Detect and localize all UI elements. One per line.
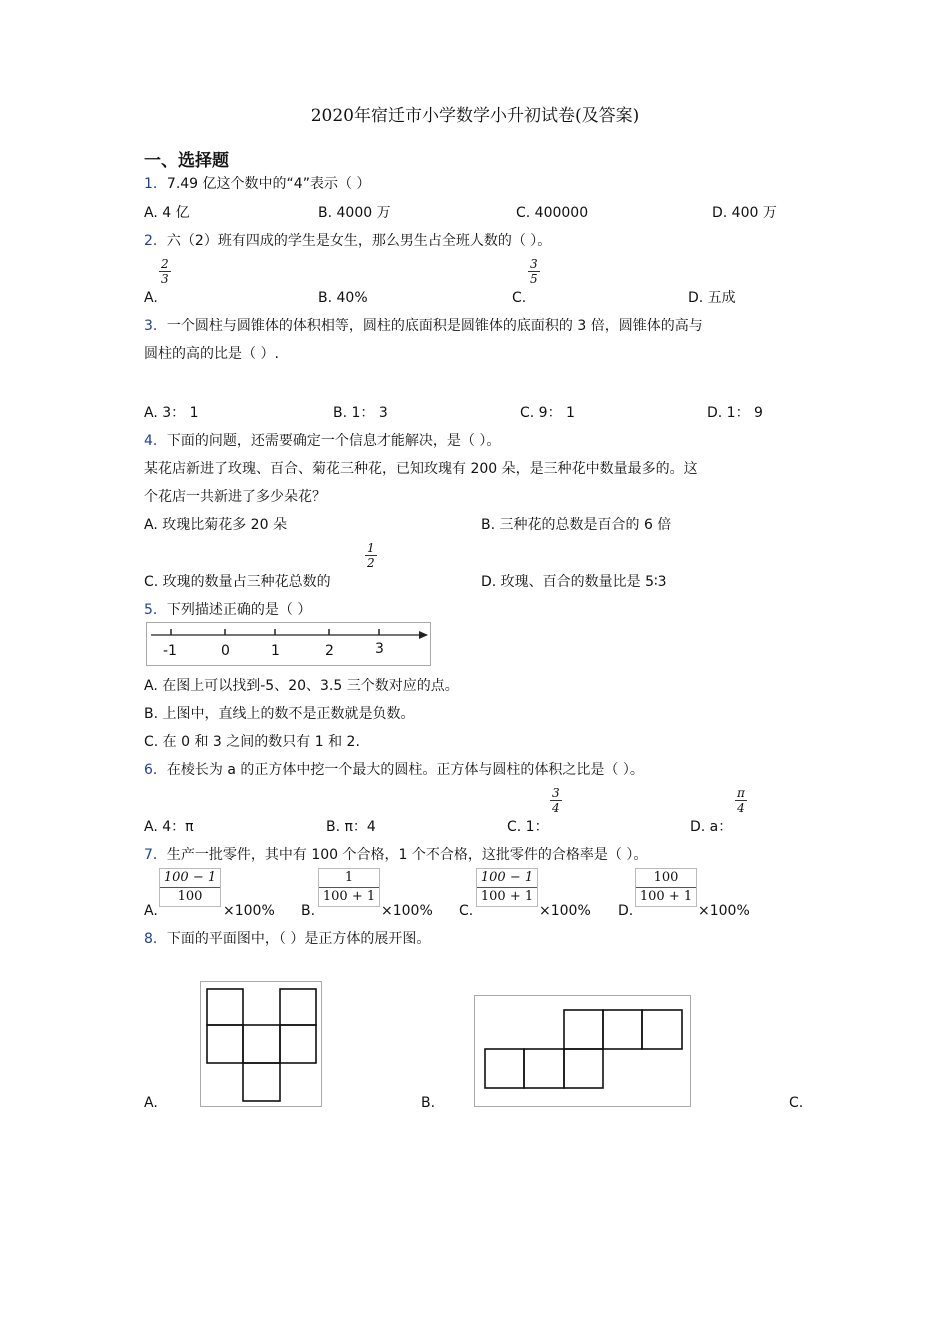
q7-option-d-fraction: 100 100 + 1 — [635, 868, 697, 907]
q1-option-c[interactable]: C. 400000 — [516, 205, 589, 221]
q8-option-b[interactable]: B. — [421, 1095, 436, 1111]
q2-option-a[interactable]: A. — [144, 290, 158, 306]
question-3 — [144, 316, 703, 336]
q2-option-c[interactable]: C. — [512, 290, 527, 306]
q7-option-a[interactable]: A. — [144, 903, 158, 919]
question-5 — [144, 600, 311, 620]
axis-label: 1 — [271, 643, 280, 659]
q3-option-b[interactable]: B. 1： 3 — [333, 405, 388, 421]
q8-option-a[interactable]: A. — [144, 1095, 158, 1111]
question-text: 生产一批零件，其中有 100 个合格，1 个不合格，这批零件的合格率是（ ）。 — [166, 847, 648, 863]
axis-label: 2 — [325, 643, 334, 659]
question-2 — [144, 231, 551, 251]
q6-option-a[interactable]: A. 4：π — [144, 819, 194, 835]
question-text: 下面的平面图中，（ ）是正方体的展开图。 — [166, 931, 431, 947]
number-line-figure — [146, 622, 431, 666]
question-number: 4． — [144, 433, 167, 449]
number-line — [147, 623, 430, 665]
question-text: 下面的问题，还需要确定一个信息才能解决，是（ ）。 — [166, 433, 501, 449]
page-title: 2020年宿迁市小学数学小升初试卷(及答案) — [310, 106, 640, 126]
question-number: 8． — [144, 931, 167, 947]
q4-option-c-fraction: 1 2 — [367, 541, 375, 570]
axis-label: 3 — [375, 641, 384, 657]
cube-net-a — [201, 982, 321, 1106]
question-number: 5． — [144, 602, 167, 618]
q8-option-c[interactable]: C. — [789, 1095, 804, 1111]
q4-option-a[interactable]: A. 玫瑰比菊花多 20 朵 — [144, 517, 287, 533]
q1-option-b[interactable]: B. 4000 万 — [318, 205, 391, 221]
q7-option-c[interactable]: C. — [459, 903, 474, 919]
cube-net-figure-b — [474, 995, 691, 1107]
q4-option-b[interactable]: B. 三种花的总数是百合的 6 倍 — [481, 517, 672, 533]
q7-option-b-suffix: ×100% — [381, 903, 433, 919]
q3-option-d[interactable]: D. 1： 9 — [707, 405, 763, 421]
q6-option-d[interactable]: D. a： — [690, 819, 733, 835]
q7-option-a-fraction: 100 − 1 100 — [159, 868, 221, 907]
question-6 — [144, 760, 644, 780]
axis-label: 0 — [221, 643, 230, 659]
q1-option-a[interactable]: A. 4 亿 — [144, 205, 190, 221]
q5-option-b[interactable]: B. 上图中，直线上的数不是正数就是负数。 — [144, 706, 415, 722]
question-4-passage-line-1: 某花店新进了玫瑰、百合、菊花三种花，已知玫瑰有 200 朵，是三种花中数量最多的。这 — [144, 461, 698, 477]
q6-option-b[interactable]: B. π：4 — [326, 819, 376, 835]
question-number: 2． — [144, 233, 167, 249]
cube-net-b — [475, 996, 690, 1106]
question-number: 3． — [144, 318, 167, 334]
question-4-passage-line-2: 个花店一共新进了多少朵花？ — [144, 489, 326, 505]
question-number: 7． — [144, 847, 167, 863]
q4-option-c[interactable]: C. 玫瑰的数量占三种花总数的 — [144, 574, 331, 590]
q7-option-c-fraction: 100 − 1 100 + 1 — [476, 868, 538, 907]
q2-option-a-fraction: 2 3 — [161, 257, 169, 286]
question-8 — [144, 929, 430, 949]
question-text: 7.49 亿这个数中的“4”表示（ ） — [166, 176, 371, 192]
question-text: 在棱长为 a 的正方体中挖一个最大的圆柱。正方体与圆柱的体积之比是（ ）。 — [166, 762, 644, 778]
q4-option-d[interactable]: D. 玫瑰、百合的数量比是 5∶3 — [481, 574, 667, 590]
q2-option-c-fraction: 3 5 — [530, 257, 538, 286]
question-4 — [144, 431, 500, 451]
q6-option-d-fraction: π 4 — [737, 786, 745, 815]
q5-option-a[interactable]: A. 在图上可以找到-5、20、3.5 三个数对应的点。 — [144, 678, 459, 694]
q2-option-d[interactable]: D. 五成 — [688, 290, 736, 306]
q6-option-c-fraction: 3 4 — [552, 786, 560, 815]
q7-option-d[interactable]: D. — [618, 903, 634, 919]
q3-option-c[interactable]: C. 9： 1 — [520, 405, 575, 421]
q7-option-a-suffix: ×100% — [223, 903, 275, 919]
question-1 — [144, 174, 370, 194]
axis-label: -1 — [163, 643, 177, 659]
section-heading: 一、选择题 — [144, 151, 229, 171]
question-number: 6． — [144, 762, 167, 778]
q2-option-b[interactable]: B. 40% — [318, 290, 368, 306]
question-text: 下列描述正确的是（ ） — [166, 602, 312, 618]
q7-option-b-fraction: 1 100 + 1 — [318, 868, 380, 907]
question-number: 1． — [144, 176, 167, 192]
cube-net-figure-a — [200, 981, 322, 1107]
question-text: 一个圆柱与圆锥体的体积相等，圆柱的底面积是圆锥体的底面积的 3 倍，圆锥体的高与 — [166, 318, 703, 334]
question-text: 六（2）班有四成的学生是女生，那么男生占全班人数的（ ）。 — [166, 233, 552, 249]
q5-option-c[interactable]: C. 在 0 和 3 之间的数只有 1 和 2. — [144, 734, 360, 750]
q6-option-c[interactable]: C. 1： — [507, 819, 549, 835]
q3-option-a[interactable]: A. 3： 1 — [144, 405, 199, 421]
q7-option-d-suffix: ×100% — [698, 903, 750, 919]
q7-option-b[interactable]: B. — [301, 903, 316, 919]
q1-option-d[interactable]: D. 400 万 — [712, 205, 777, 221]
question-3-line-2: 圆柱的高的比是（ ）. — [144, 346, 279, 362]
q7-option-c-suffix: ×100% — [539, 903, 591, 919]
question-7 — [144, 845, 647, 865]
